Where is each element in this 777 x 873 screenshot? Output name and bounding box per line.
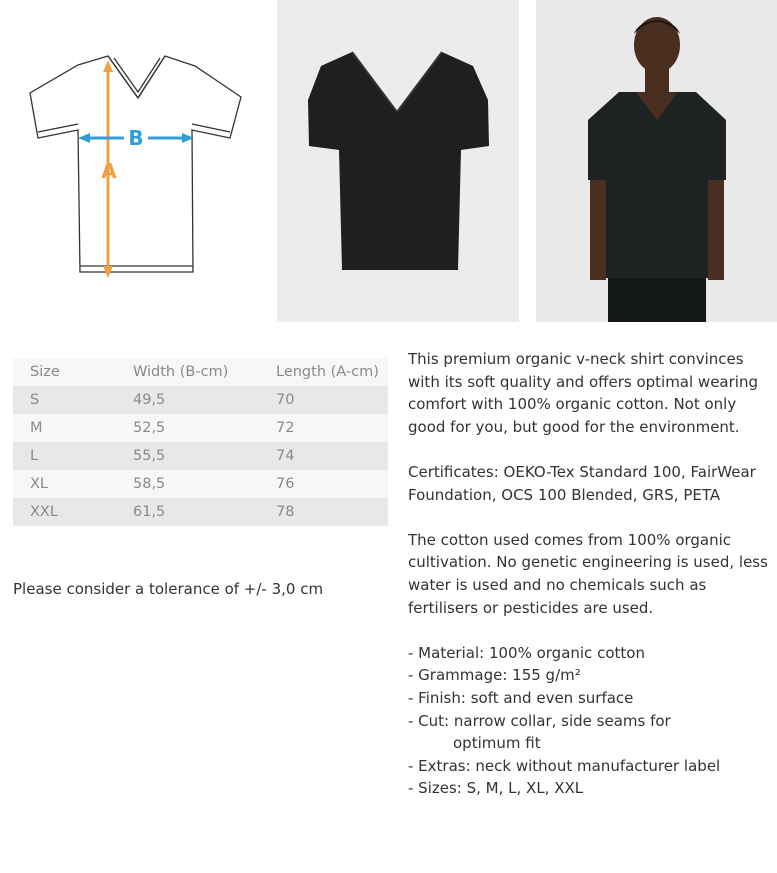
size-table xyxy=(13,358,388,526)
tshirt-outline xyxy=(30,56,241,272)
list-item: - Grammage: 155 g/m² xyxy=(408,666,581,685)
product-flat-image xyxy=(277,0,519,322)
table-row xyxy=(13,414,388,442)
list-item-continuation: optimum fit xyxy=(453,734,541,753)
description-intro: This premium organic v-neck shirt convinces with its soft quality and offers optimal wearing comfort with 100% organic cotton. Not only good for you, but good for the environment. xyxy=(408,350,758,436)
cell-width: 58,5 xyxy=(133,476,166,492)
list-item: - Extras: neck without manufacturer label xyxy=(408,756,721,775)
table-row xyxy=(13,386,388,414)
cell-size: XL xyxy=(30,476,49,492)
list-item: - Cut: narrow collar, side seams for xyxy=(408,711,671,730)
cell-size: L xyxy=(30,448,39,464)
list-item xyxy=(408,732,770,755)
cell-size: M xyxy=(30,420,43,436)
product-model-image xyxy=(536,0,777,322)
cell-width: 49,5 xyxy=(133,392,166,408)
cell-size: S xyxy=(30,392,40,408)
measurement-diagram xyxy=(0,0,268,322)
cell-size: XXL xyxy=(30,504,58,520)
cell-length: 72 xyxy=(276,420,295,436)
table-row xyxy=(13,470,388,498)
cell-width: 55,5 xyxy=(133,448,166,464)
measure-a-label: A xyxy=(101,159,117,183)
cell-width: 52,5 xyxy=(133,420,166,436)
cell-width: 61,5 xyxy=(133,504,166,520)
list-item: - Sizes: S, M, L, XL, XXL xyxy=(408,779,584,798)
table-row xyxy=(13,442,388,470)
list-item: - Finish: soft and even surface xyxy=(408,688,634,707)
description-cotton: The cotton used comes from 100% organic cultivation. No genetic engineering is used, less water is used and no chemicals such as fertilisers or pesticides are used. xyxy=(408,530,768,617)
table-row xyxy=(13,498,388,526)
cell-length: 78 xyxy=(276,504,295,520)
list-item: - Material: 100% organic cotton xyxy=(408,643,645,662)
size-table-header xyxy=(13,358,388,386)
header-length: Length (A-cm) xyxy=(276,364,379,380)
cell-length: 74 xyxy=(276,448,295,464)
measure-b-label: B xyxy=(128,126,144,150)
description-certificates: Certificates: OEKO-Tex Standard 100, FairWear Foundation, OCS 100 Blended, GRS, PETA xyxy=(408,462,756,504)
header-size: Size xyxy=(30,364,60,380)
product-description xyxy=(408,348,770,800)
header-width: Width (B-cm) xyxy=(133,364,229,380)
cell-length: 70 xyxy=(276,392,295,408)
black-tshirt-shape xyxy=(308,52,489,270)
cell-length: 76 xyxy=(276,476,295,492)
model-figure xyxy=(588,17,726,322)
feature-list xyxy=(408,642,770,800)
tolerance-note: Please consider a tolerance of +/- 3,0 cm xyxy=(13,580,324,598)
